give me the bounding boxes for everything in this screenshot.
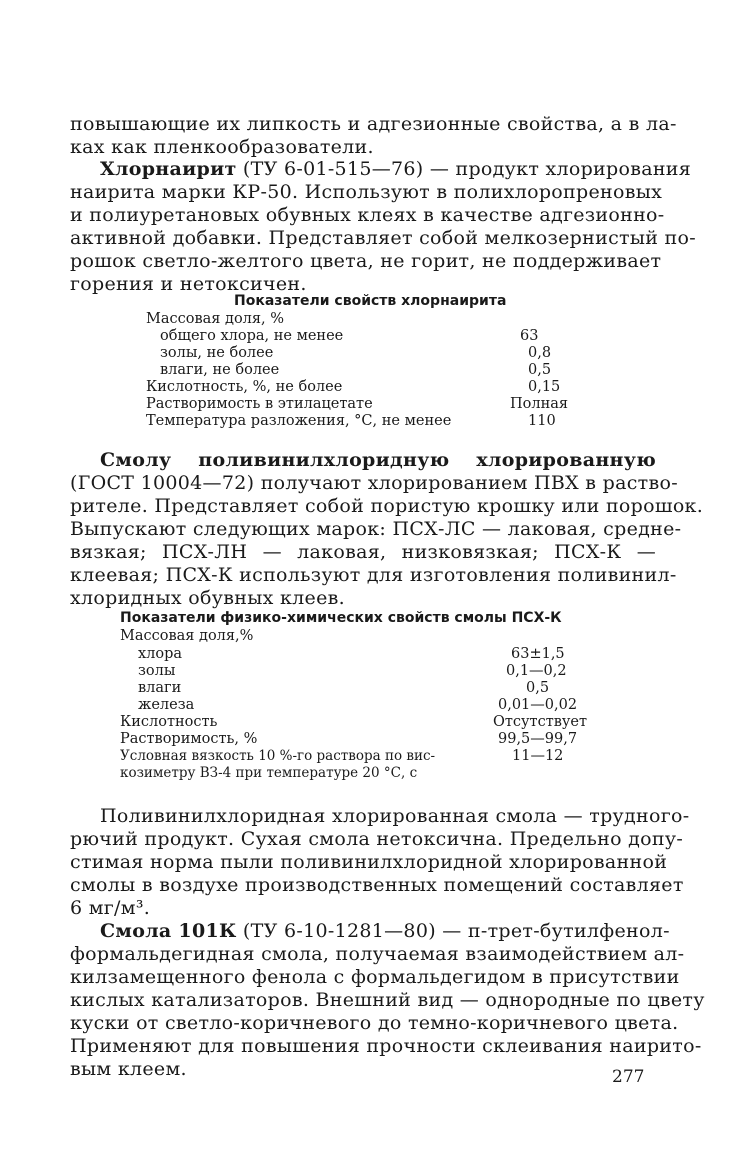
paragraph-line: рошок светло-желтого цвета, не горит, не поддерживает — [70, 250, 662, 272]
table-value: Полная — [510, 396, 569, 412]
paragraph-line: горения и нетоксичен. — [70, 273, 307, 295]
table-label: Растворимость, % — [120, 731, 258, 747]
paragraph-line: вязкая; ПСХ-ЛН — лаковая, низковязкая; ПСХ-К — — [70, 541, 656, 563]
table-label: железа — [138, 697, 195, 713]
table-title: Показатели свойств хлорнаирита — [234, 293, 507, 309]
table-label: Кислотность, %, не более — [146, 379, 343, 395]
table-label: общего хлора, не менее — [160, 328, 344, 344]
chlornairit-first-line: Хлорнаирит (ТУ 6-01-515—76) — продукт хлорирования — [100, 158, 692, 180]
table-value: Отсутствует — [493, 714, 588, 730]
table-label: влаги — [138, 680, 182, 696]
paragraph-line: рючий продукт. Сухая смола нетоксична. Предельно допу- — [70, 828, 684, 850]
smola-101k-first-line: Смола 101К (ТУ 6-10-1281—80) — п-трет-бутилфенол- — [100, 920, 670, 942]
table-label: Растворимость в этилацетате — [146, 396, 373, 412]
paragraph-line: формальдегидная смола, получаемая взаимодействием ал- — [70, 943, 685, 965]
table-label: золы, не более — [160, 345, 274, 361]
paragraph-line: и полиуретановых обувных клеях в качестве адгезионно- — [70, 204, 665, 226]
paragraph-line: (ГОСТ 10004—72) получают хлорированием ПВХ в раство- — [70, 472, 678, 494]
paragraph-line: активной добавки. Представляет собой мелкозернистый по- — [70, 227, 696, 249]
paragraph-line: рителе. Представляет собой пористую крошку или порошок. — [70, 495, 704, 517]
table-label: хлора — [138, 646, 183, 662]
paragraph-line: вым клеем. — [70, 1058, 187, 1080]
paragraph-line: 6 мг/м³. — [70, 897, 151, 919]
table-label: золы — [138, 663, 176, 679]
term-101k: Смола 101К — [100, 920, 237, 942]
table-label: Температура разложения, °С, не менее — [146, 413, 452, 429]
table-value: 63±1,5 — [511, 646, 565, 662]
table-label: влаги, не более — [160, 362, 280, 378]
paragraph-line: ках как пленкообразователи. — [70, 136, 374, 158]
paragraph-line: Выпускают следующих марок: ПСХ-ЛС — лаковая, средне- — [70, 518, 682, 540]
table-title: Показатели физико-химических свойств смолы ПСХ-К — [120, 610, 562, 626]
table-value: 0,5 — [526, 680, 550, 696]
paragraph-line: клеевая; ПСХ-К используют для изготовления поливинил- — [70, 564, 677, 586]
paragraph-line: куски от светло-коричневого до темно-коричневого цвета. — [70, 1012, 679, 1034]
page-number: 277 — [612, 1067, 645, 1087]
term-word: поливинилхлоридную — [198, 449, 450, 471]
paragraph-line: килзамещенного фенола с формальдегидом в присутствии — [70, 966, 680, 988]
table-value: 99,5—99,7 — [498, 731, 578, 747]
table-value: 0,01—0,02 — [498, 697, 578, 713]
table-value: 63 — [520, 328, 539, 344]
term-word: хлорированную — [476, 449, 656, 471]
paragraph-line: наирита марки КР-50. Используют в полихлоропреновых — [70, 181, 663, 203]
table-value: 0,15 — [528, 379, 561, 395]
paragraph-line: стимая норма пыли поливинилхлоридной хлорированной — [70, 851, 668, 873]
paragraph-line: Поливинилхлоридная хлорированная смола — трудного- — [100, 805, 690, 827]
table-label: козиметру ВЗ-4 при температуре 20 °С, с — [120, 765, 418, 781]
table-label: Кислотность — [120, 714, 218, 730]
paragraph-line: повышающие их липкость и адгезионные свойства, а в ла- — [70, 113, 677, 135]
table-label: Массовая доля,% — [120, 628, 254, 644]
paragraph-line: Применяют для повышения прочности склеивания наирито- — [70, 1035, 702, 1057]
term-chlornairit: Хлорнаирит — [100, 158, 237, 180]
table-label: Условная вязкость 10 %-го раствора по вис- — [120, 748, 436, 764]
table-label: Массовая доля, % — [146, 311, 285, 327]
psx-first-line — [100, 449, 656, 472]
table-value: 11—12 — [512, 748, 564, 764]
table-value: 0,1—0,2 — [506, 663, 567, 679]
table-value: 0,8 — [528, 345, 552, 361]
paragraph-line: хлоридных обувных клеев. — [70, 587, 345, 609]
paragraph-line: смолы в воздухе производственных помещений составляет — [70, 874, 684, 896]
term-word: Смолу — [100, 449, 172, 471]
paragraph-line: кислых катализаторов. Внешний вид — однородные по цвету — [70, 989, 705, 1011]
table-value: 110 — [528, 413, 556, 429]
table-value: 0,5 — [528, 362, 552, 378]
